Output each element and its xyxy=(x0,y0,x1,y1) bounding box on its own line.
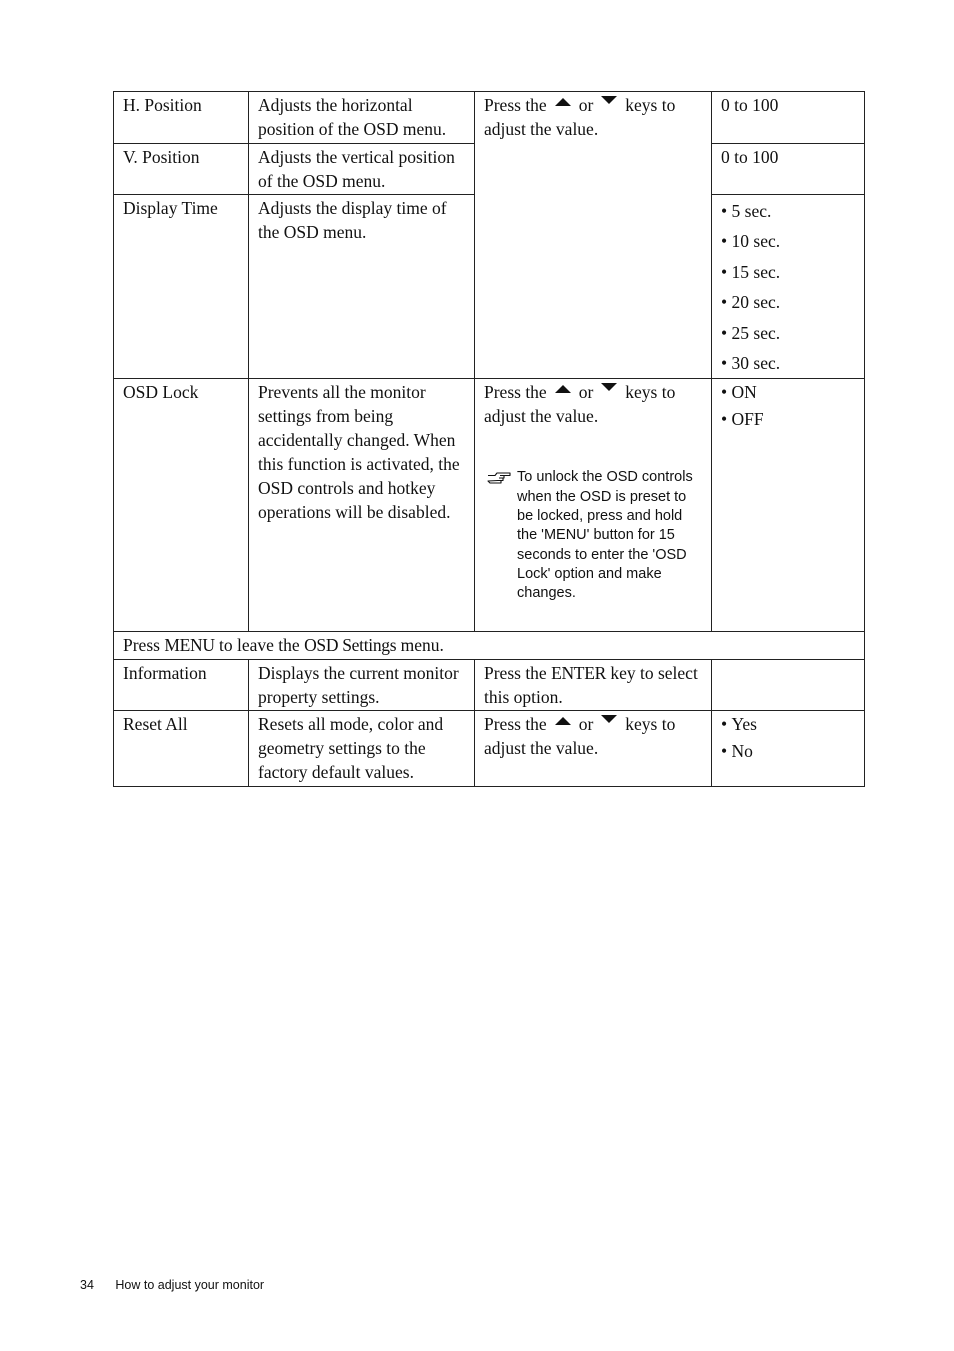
item-operation: Press the or keys to adjust the value. xyxy=(475,92,712,379)
table-row xyxy=(114,632,865,660)
item-description: Adjusts the horizontal position of the OSD menu. xyxy=(249,92,475,144)
item-name: Information xyxy=(114,660,249,711)
list-item: • 5 sec. xyxy=(721,196,856,226)
osd-settings-label: OSD Settings xyxy=(304,635,397,656)
item-name: OSD Lock xyxy=(114,379,249,632)
list-item: • 10 sec. xyxy=(721,226,856,256)
list-item: • 20 sec. xyxy=(721,287,856,317)
option-list xyxy=(721,377,856,434)
up-triangle-icon xyxy=(555,98,571,106)
item-name: H. Position xyxy=(114,92,249,144)
up-triangle-icon xyxy=(555,717,571,725)
press-menu-instruction: Press MENU to leave the OSD Settings menu. xyxy=(114,632,865,660)
down-triangle-icon xyxy=(601,715,617,723)
page-footer xyxy=(80,1278,264,1292)
item-name: Display Time xyxy=(114,195,249,379)
item-description: Displays the current monitor property settings. xyxy=(249,660,475,711)
option-list xyxy=(721,709,856,766)
page-number: 34 xyxy=(80,1278,94,1292)
item-options xyxy=(712,711,865,787)
item-description: Resets all mode, color and geometry settings to the factory default values. xyxy=(249,711,475,787)
item-description: Prevents all the monitor settings from being accidentally changed. When this function is activated, the OSD controls and hotkey operations will be disabled. xyxy=(249,379,475,632)
list-item: • No xyxy=(721,736,856,766)
item-operation xyxy=(475,379,712,632)
item-description: Adjusts the vertical position of the OSD menu. xyxy=(249,144,475,195)
option-list xyxy=(721,196,856,378)
table-row xyxy=(114,660,865,711)
table-row xyxy=(114,379,865,632)
list-item: • Yes xyxy=(721,709,856,739)
list-item: • 30 sec. xyxy=(721,348,856,378)
table-row xyxy=(114,92,865,144)
unlock-note: To unlock the OSD controls when the OSD is preset to be locked, press and hold the 'MENU' button for 15 seconds to enter the 'OSD Lock' option and make changes. xyxy=(484,468,703,603)
item-operation: Press the or keys to adjust the value. xyxy=(475,711,712,787)
item-range: 0 to 100 xyxy=(712,92,865,144)
down-triangle-icon xyxy=(601,96,617,104)
item-options xyxy=(712,195,865,379)
pointing-hand-icon xyxy=(486,470,512,486)
item-name: V. Position xyxy=(114,144,249,195)
footer-section-title: How to adjust your monitor xyxy=(115,1278,265,1292)
item-operation: Press the ENTER key to select this option. xyxy=(475,660,712,711)
item-options xyxy=(712,660,865,711)
up-triangle-icon xyxy=(555,385,571,393)
item-name: Reset All xyxy=(114,711,249,787)
enter-key-label: ENTER xyxy=(551,663,606,684)
list-item: • OFF xyxy=(721,404,856,434)
menu-key-label: MENU xyxy=(164,635,215,656)
item-description: Adjusts the display time of the OSD menu. xyxy=(249,195,475,379)
down-triangle-icon xyxy=(601,383,617,391)
osd-settings-table xyxy=(113,91,865,787)
list-item: • 25 sec. xyxy=(721,318,856,348)
list-item: • 15 sec. xyxy=(721,257,856,287)
item-options xyxy=(712,379,865,632)
operation-text: Press the or keys to adjust the value. xyxy=(484,382,676,427)
list-item: • ON xyxy=(721,377,856,407)
item-range: 0 to 100 xyxy=(712,144,865,195)
table-row xyxy=(114,711,865,787)
